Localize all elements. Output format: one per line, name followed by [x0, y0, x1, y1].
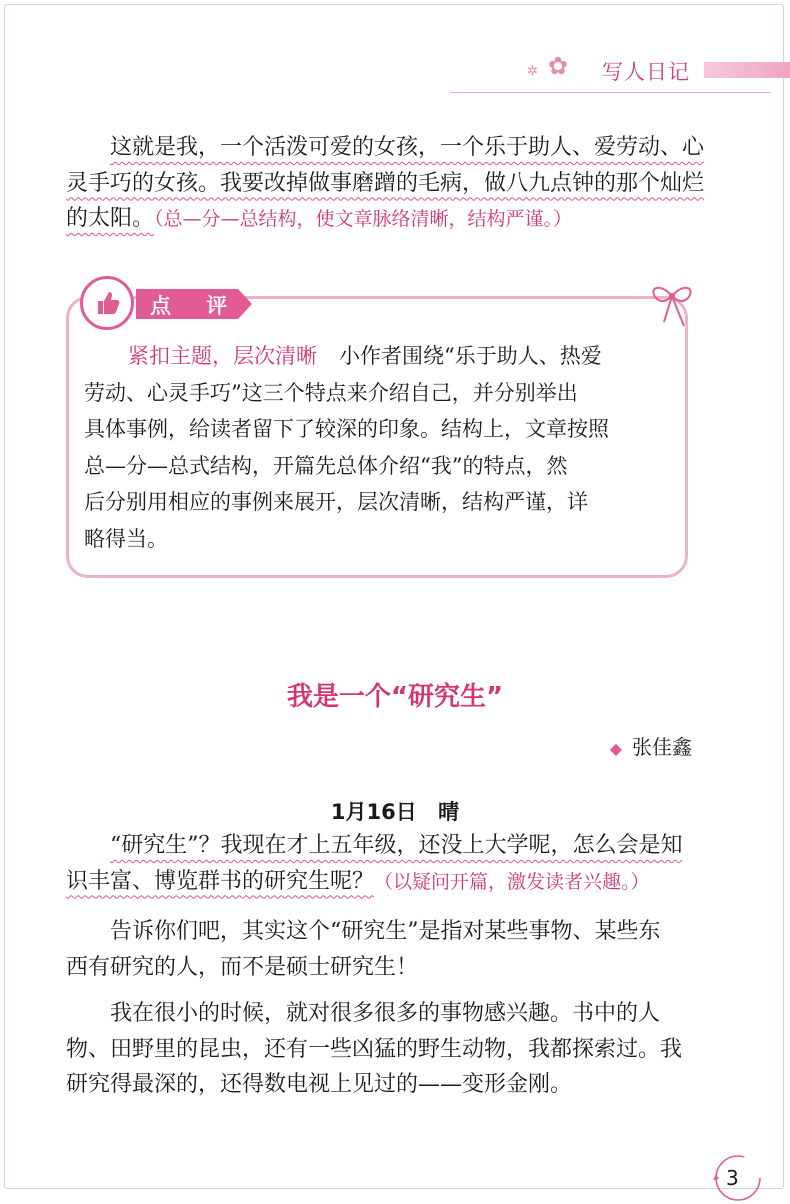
flower-icon: ✲ [527, 64, 538, 79]
author-line [610, 731, 692, 760]
diary-date-line [0, 796, 790, 826]
page-header [430, 48, 790, 94]
text-line: 的太阳。 [66, 206, 155, 231]
essay-paragraph-3 [66, 996, 696, 1103]
review-tab-label: 点 评 [150, 294, 242, 318]
text-line: 后分别用相应的事例来展开，层次清晰，结构严谨，详 [84, 490, 588, 514]
annotation-note: （总—分—总结构，使文章脉络清晰，结构严谨。） [154, 208, 573, 230]
essay-paragraph-1 [66, 828, 696, 900]
text-line: 识丰富、博览群书的研究生呢？ [66, 868, 375, 894]
section-title: 写人日记 [602, 60, 690, 84]
text-line: 这就是我，一个活泼可爱的女孩，一个乐于助人、爱劳动、心 [110, 135, 705, 160]
thumbs-up-icon [80, 276, 134, 330]
text-line: 略得当。 [84, 526, 168, 551]
text-line: 西有研究的人，而不是硕士研究生！ [66, 954, 419, 980]
text-line: 具体事例，给读者留下了较深的印象。结构上，文章按照 [84, 417, 609, 441]
annotation-note: （以疑问开篇，激发读者兴趣。） [374, 870, 650, 893]
author-name: 张佳鑫 [632, 735, 692, 759]
header-decoration-bar [704, 62, 790, 78]
review-lead: 紧扣主题，层次清晰 [128, 344, 317, 368]
text-line: 我在很小的时候，就对很多很多的事物感兴趣。书中的人 [110, 1001, 661, 1026]
text-line: 总—分—总式结构，开篇先总体介绍“我”的特点，然 [84, 453, 568, 478]
flower-icon: ✿ [547, 52, 568, 80]
diamond-icon: ◆ [609, 739, 622, 758]
diary-weather: 晴 [438, 800, 460, 824]
text-line: 劳动、心灵手巧”这三个特点来介绍自己，并分别举出 [84, 380, 578, 405]
text-line: 研究得最深的，还得数电视上见过的——变形金刚。 [66, 1072, 573, 1097]
text-line: 告诉你们吧，其实这个“研究生”是指对某些事物、某些东 [110, 919, 661, 944]
intro-paragraph [66, 130, 705, 238]
text-line: 小作者围绕“乐于助人、热爱 [339, 344, 602, 368]
text-line: 灵手巧的女孩。我要改掉做事磨蹭的毛病，做八九点钟的那个灿烂 [66, 170, 705, 196]
header-rule [450, 92, 770, 93]
essay-paragraph-2 [66, 914, 696, 985]
essay-title: 我是一个“研究生” [286, 682, 504, 712]
text-line: “研究生”？我现在才上五年级，还没上大学呢，怎么会是知 [110, 833, 683, 858]
diary-date: 1月16日 [330, 800, 417, 824]
ribbon-bow-icon [644, 278, 700, 338]
page-number: 3 [726, 1166, 739, 1190]
review-text [84, 338, 684, 557]
text-line: 物、田野里的昆虫，还有一些凶猛的野生动物，我都探索过。我 [66, 1036, 683, 1062]
